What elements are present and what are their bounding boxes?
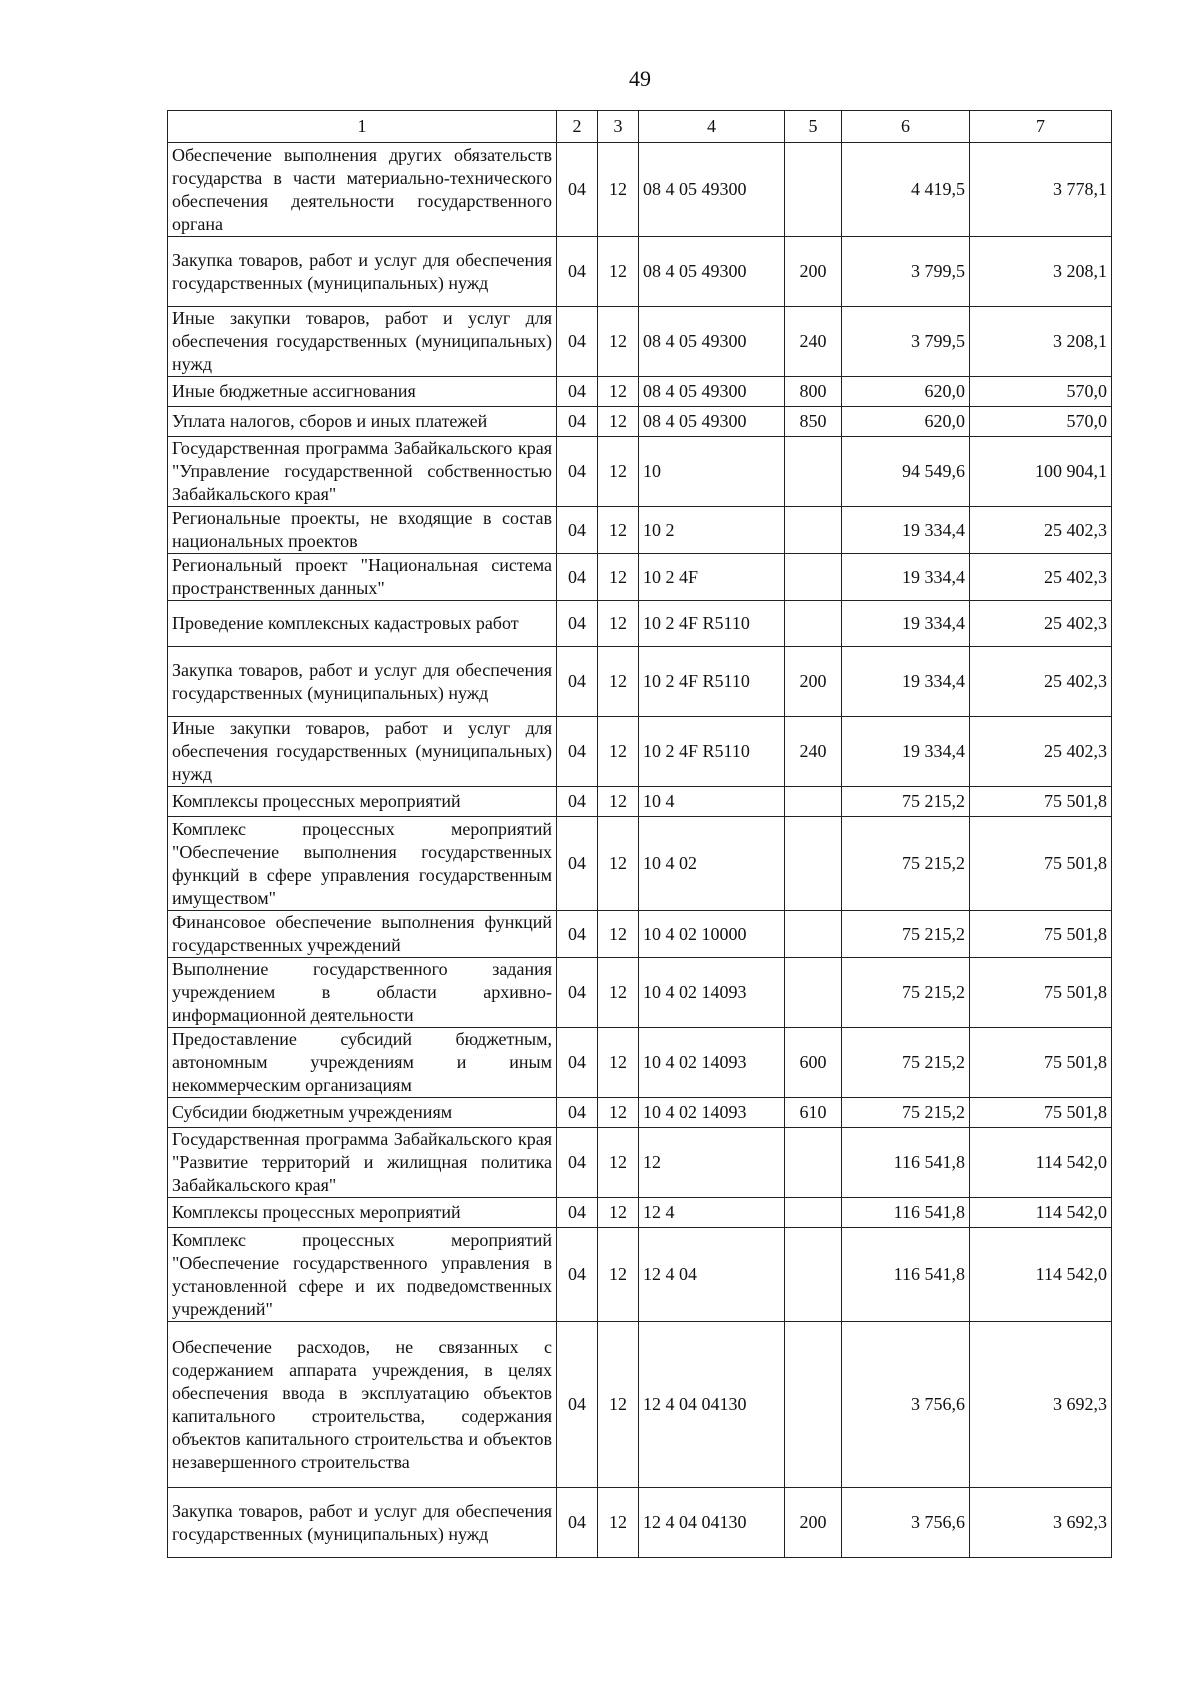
row-target-code: 08 4 05 49300 (639, 377, 785, 407)
row-amount-year2: 3 692,3 (970, 1488, 1112, 1558)
row-expense-type (785, 1198, 842, 1228)
row-section: 04 (557, 787, 598, 817)
row-amount-year1: 75 215,2 (842, 1028, 970, 1098)
row-name: Финансовое обеспечение выполнения функций государственных учреждений (168, 911, 557, 958)
row-section: 04 (557, 1488, 598, 1558)
row-amount-year2: 75 501,8 (970, 1028, 1112, 1098)
row-expense-type: 200 (785, 1488, 842, 1558)
row-expense-type (785, 143, 842, 237)
budget-table (167, 110, 1112, 1558)
row-amount-year2: 75 501,8 (970, 787, 1112, 817)
row-section: 04 (557, 1128, 598, 1198)
row-expense-type (785, 601, 842, 647)
row-name: Закупка товаров, работ и услуг для обеспечения государственных (муниципальных) нужд (168, 1488, 557, 1558)
row-target-code: 12 (639, 1128, 785, 1198)
row-amount-year1: 116 541,8 (842, 1228, 970, 1322)
row-target-code: 10 4 (639, 787, 785, 817)
row-name: Обеспечение выполнения других обязательств государства в части материально-технического обеспечения деятельности государственного органа (168, 143, 557, 237)
row-expense-type: 850 (785, 407, 842, 437)
table-row (168, 1198, 1112, 1228)
table-row (168, 554, 1112, 601)
header-cell: 2 (557, 111, 598, 143)
row-section: 04 (557, 1228, 598, 1322)
row-target-code: 10 2 4F R5110 (639, 647, 785, 717)
header-cell: 1 (168, 111, 557, 143)
row-amount-year2: 25 402,3 (970, 717, 1112, 787)
row-amount-year1: 116 541,8 (842, 1198, 970, 1228)
row-section: 04 (557, 647, 598, 717)
row-target-code: 10 2 (639, 507, 785, 554)
row-amount-year2: 100 904,1 (970, 437, 1112, 507)
row-name: Комплексы процессных мероприятий (168, 787, 557, 817)
row-target-code: 10 4 02 10000 (639, 911, 785, 958)
header-cell: 7 (970, 111, 1112, 143)
row-target-code: 10 2 4F (639, 554, 785, 601)
row-subsection: 12 (598, 307, 639, 377)
table-row (168, 407, 1112, 437)
row-amount-year1: 116 541,8 (842, 1128, 970, 1198)
row-amount-year2: 25 402,3 (970, 601, 1112, 647)
row-name: Закупка товаров, работ и услуг для обеспечения государственных (муниципальных) нужд (168, 237, 557, 307)
header-row (168, 111, 1112, 143)
row-subsection: 12 (598, 407, 639, 437)
row-target-code: 12 4 (639, 1198, 785, 1228)
row-target-code: 12 4 04 04130 (639, 1322, 785, 1488)
row-subsection: 12 (598, 1028, 639, 1098)
row-amount-year2: 75 501,8 (970, 1098, 1112, 1128)
table-row (168, 1028, 1112, 1098)
row-amount-year1: 75 215,2 (842, 958, 970, 1028)
row-expense-type (785, 437, 842, 507)
row-subsection: 12 (598, 958, 639, 1028)
row-section: 04 (557, 307, 598, 377)
row-subsection: 12 (598, 1488, 639, 1558)
row-target-code: 08 4 05 49300 (639, 307, 785, 377)
row-name: Комплекс процессных мероприятий "Обеспечение выполнения государственных функций в сфере управления государственным имуществом" (168, 817, 557, 911)
table-row (168, 911, 1112, 958)
row-amount-year1: 19 334,4 (842, 507, 970, 554)
row-amount-year2: 3 208,1 (970, 237, 1112, 307)
row-amount-year2: 114 542,0 (970, 1198, 1112, 1228)
row-amount-year1: 620,0 (842, 407, 970, 437)
row-target-code: 08 4 05 49300 (639, 407, 785, 437)
row-section: 04 (557, 143, 598, 237)
row-amount-year2: 25 402,3 (970, 554, 1112, 601)
table-row (168, 1098, 1112, 1128)
row-section: 04 (557, 601, 598, 647)
table-row (168, 647, 1112, 717)
row-section: 04 (557, 507, 598, 554)
row-section: 04 (557, 817, 598, 911)
row-amount-year1: 3 756,6 (842, 1322, 970, 1488)
row-subsection: 12 (598, 554, 639, 601)
row-target-code: 10 (639, 437, 785, 507)
row-expense-type (785, 911, 842, 958)
table-row (168, 1322, 1112, 1488)
row-name: Уплата налогов, сборов и иных платежей (168, 407, 557, 437)
row-subsection: 12 (598, 377, 639, 407)
row-amount-year2: 114 542,0 (970, 1128, 1112, 1198)
table-row (168, 143, 1112, 237)
row-amount-year2: 75 501,8 (970, 911, 1112, 958)
row-expense-type (785, 817, 842, 911)
row-section: 04 (557, 407, 598, 437)
table-row (168, 1128, 1112, 1198)
row-amount-year1: 4 419,5 (842, 143, 970, 237)
row-amount-year1: 3 799,5 (842, 237, 970, 307)
row-subsection: 12 (598, 1128, 639, 1198)
row-amount-year2: 25 402,3 (970, 647, 1112, 717)
row-amount-year1: 94 549,6 (842, 437, 970, 507)
table-row (168, 507, 1112, 554)
row-amount-year1: 3 799,5 (842, 307, 970, 377)
row-amount-year2: 75 501,8 (970, 958, 1112, 1028)
row-section: 04 (557, 1322, 598, 1488)
row-name: Комплекс процессных мероприятий "Обеспечение государственного управления в установленной сфере и их подведомственных учреждений" (168, 1228, 557, 1322)
header-cell: 5 (785, 111, 842, 143)
row-subsection: 12 (598, 437, 639, 507)
row-subsection: 12 (598, 647, 639, 717)
row-amount-year1: 75 215,2 (842, 1098, 970, 1128)
row-amount-year2: 3 208,1 (970, 307, 1112, 377)
row-section: 04 (557, 717, 598, 787)
row-subsection: 12 (598, 1198, 639, 1228)
table-row (168, 958, 1112, 1028)
row-expense-type: 800 (785, 377, 842, 407)
row-amount-year2: 3 692,3 (970, 1322, 1112, 1488)
row-name: Закупка товаров, работ и услуг для обеспечения государственных (муниципальных) нужд (168, 647, 557, 717)
row-amount-year1: 3 756,6 (842, 1488, 970, 1558)
row-name: Субсидии бюджетным учреждениям (168, 1098, 557, 1128)
table-row (168, 817, 1112, 911)
row-amount-year2: 570,0 (970, 407, 1112, 437)
row-subsection: 12 (598, 507, 639, 554)
row-amount-year1: 75 215,2 (842, 911, 970, 958)
table-row (168, 1228, 1112, 1322)
row-name: Проведение комплексных кадастровых работ (168, 601, 557, 647)
table-row (168, 307, 1112, 377)
row-amount-year2: 3 778,1 (970, 143, 1112, 237)
row-amount-year2: 114 542,0 (970, 1228, 1112, 1322)
row-name: Региональный проект "Национальная система пространственных данных" (168, 554, 557, 601)
row-expense-type (785, 958, 842, 1028)
row-name: Государственная программа Забайкальского края "Развитие территорий и жилищная политика Забайкальского края" (168, 1128, 557, 1198)
row-name: Иные закупки товаров, работ и услуг для обеспечения государственных (муниципальных) нужд (168, 717, 557, 787)
row-subsection: 12 (598, 1322, 639, 1488)
row-section: 04 (557, 1028, 598, 1098)
row-target-code: 10 4 02 14093 (639, 1028, 785, 1098)
row-section: 04 (557, 1198, 598, 1228)
row-expense-type (785, 1322, 842, 1488)
row-target-code: 10 4 02 14093 (639, 958, 785, 1028)
row-target-code: 12 4 04 (639, 1228, 785, 1322)
row-subsection: 12 (598, 787, 639, 817)
header-cell: 3 (598, 111, 639, 143)
table-row (168, 237, 1112, 307)
row-expense-type: 240 (785, 717, 842, 787)
row-amount-year2: 75 501,8 (970, 817, 1112, 911)
row-expense-type: 200 (785, 237, 842, 307)
row-expense-type: 200 (785, 647, 842, 717)
row-amount-year2: 570,0 (970, 377, 1112, 407)
row-expense-type (785, 1128, 842, 1198)
row-expense-type (785, 554, 842, 601)
row-section: 04 (557, 1098, 598, 1128)
row-section: 04 (557, 377, 598, 407)
table-row (168, 377, 1112, 407)
row-amount-year2: 25 402,3 (970, 507, 1112, 554)
row-name: Обеспечение расходов, не связанных с содержанием аппарата учреждения, в целях обеспечения ввода в эксплуатацию объектов капитального строительства, содержания объектов капитального строительства и объектов незавершенного строительства (168, 1322, 557, 1488)
row-subsection: 12 (598, 717, 639, 787)
row-expense-type: 600 (785, 1028, 842, 1098)
row-expense-type (785, 507, 842, 554)
row-name: Предоставление субсидий бюджетным, автономным учреждениям и иным некоммерческим организациям (168, 1028, 557, 1098)
row-target-code: 10 2 4F R5110 (639, 717, 785, 787)
row-subsection: 12 (598, 237, 639, 307)
row-subsection: 12 (598, 817, 639, 911)
header-cell: 4 (639, 111, 785, 143)
row-expense-type: 610 (785, 1098, 842, 1128)
row-target-code: 10 4 02 (639, 817, 785, 911)
table-row (168, 437, 1112, 507)
row-target-code: 08 4 05 49300 (639, 237, 785, 307)
row-subsection: 12 (598, 911, 639, 958)
row-expense-type: 240 (785, 307, 842, 377)
row-expense-type (785, 1228, 842, 1322)
row-subsection: 12 (598, 143, 639, 237)
row-section: 04 (557, 911, 598, 958)
row-name: Иные бюджетные ассигнования (168, 377, 557, 407)
row-target-code: 10 2 4F R5110 (639, 601, 785, 647)
row-section: 04 (557, 237, 598, 307)
row-section: 04 (557, 437, 598, 507)
page-number: 49 (629, 66, 651, 91)
table-row (168, 1488, 1112, 1558)
row-name: Иные закупки товаров, работ и услуг для обеспечения государственных (муниципальных) нужд (168, 307, 557, 377)
row-amount-year1: 19 334,4 (842, 601, 970, 647)
row-amount-year1: 75 215,2 (842, 787, 970, 817)
row-subsection: 12 (598, 1228, 639, 1322)
row-name: Государственная программа Забайкальского края "Управление государственной собственностью Забайкальского края" (168, 437, 557, 507)
row-name: Комплексы процессных мероприятий (168, 1198, 557, 1228)
row-amount-year1: 19 334,4 (842, 647, 970, 717)
table-row (168, 601, 1112, 647)
table-row (168, 787, 1112, 817)
row-amount-year1: 75 215,2 (842, 817, 970, 911)
row-amount-year1: 620,0 (842, 377, 970, 407)
header-cell: 6 (842, 111, 970, 143)
row-section: 04 (557, 554, 598, 601)
row-expense-type (785, 787, 842, 817)
row-target-code: 10 4 02 14093 (639, 1098, 785, 1128)
row-target-code: 08 4 05 49300 (639, 143, 785, 237)
row-section: 04 (557, 958, 598, 1028)
row-amount-year1: 19 334,4 (842, 717, 970, 787)
table-row (168, 717, 1112, 787)
row-amount-year1: 19 334,4 (842, 554, 970, 601)
row-name: Выполнение государственного задания учреждением в области архивно-информационной деятельности (168, 958, 557, 1028)
row-name: Региональные проекты, не входящие в состав национальных проектов (168, 507, 557, 554)
row-subsection: 12 (598, 601, 639, 647)
row-subsection: 12 (598, 1098, 639, 1128)
row-target-code: 12 4 04 04130 (639, 1488, 785, 1558)
